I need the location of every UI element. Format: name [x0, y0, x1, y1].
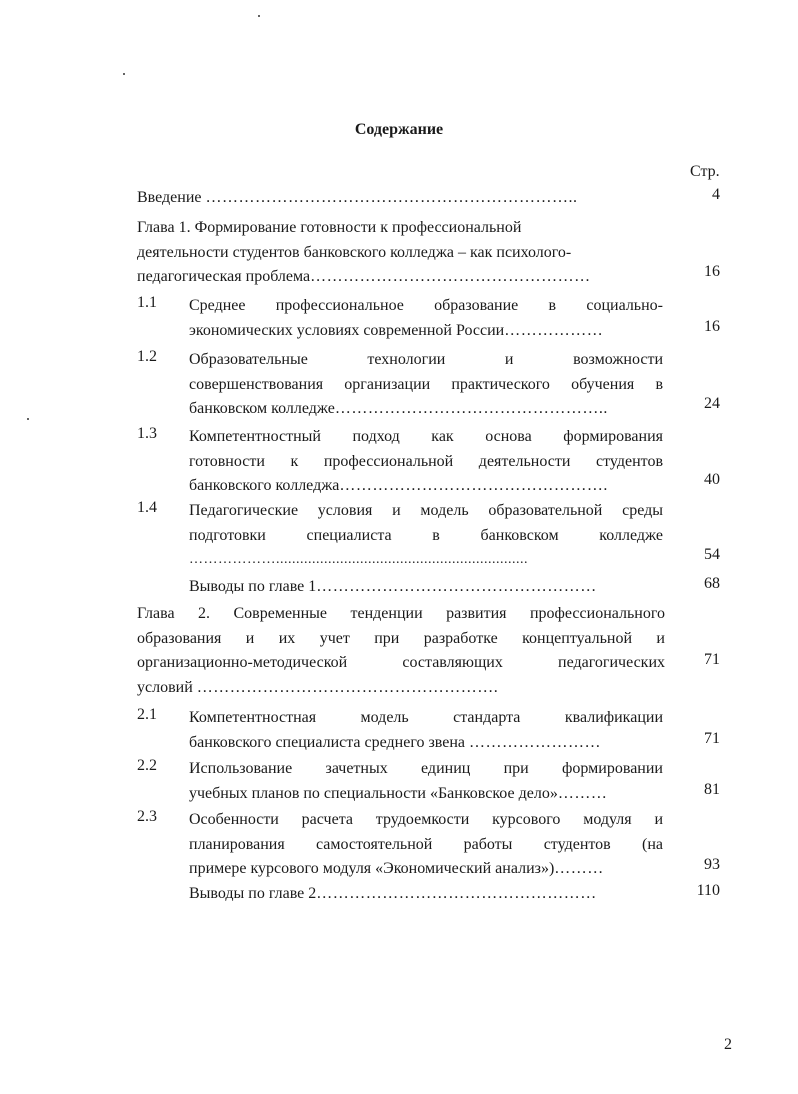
page-ref: 40	[704, 471, 720, 488]
leader-dots: ………	[554, 860, 604, 877]
leader-dots: ………	[557, 784, 608, 802]
entry-line: педагогическая проблема	[137, 268, 311, 285]
toc-entry-section-2-3[interactable]	[189, 808, 663, 882]
entry-line: банковского колледжа	[189, 477, 340, 494]
entry-line: Глава 2. Современные тенденции развития профессионального	[137, 605, 665, 622]
entry-line: Образовательные технологии и возможности	[189, 351, 663, 368]
entry-text: Выводы по главе 1	[189, 578, 317, 595]
entry-text: Выводы по главе 2	[189, 885, 317, 902]
section-number: 2.1	[137, 706, 157, 723]
toc-entry-section-2-2[interactable]	[189, 757, 663, 806]
leader-dots: ……………………………………………	[310, 268, 591, 285]
leader-dots: ……………………………………………	[316, 578, 597, 595]
page-column-label: Стр.	[690, 163, 720, 180]
entry-line: подготовки специалиста в банковском колледже	[189, 526, 663, 544]
entry-line: Особенности расчета трудоемкости курсового модуля и	[189, 811, 663, 828]
toc-entry-introduction[interactable]	[137, 186, 578, 211]
page-ref: 16	[704, 318, 720, 335]
entry-line: условий	[137, 678, 197, 696]
page-ref: 4	[712, 186, 720, 203]
scan-speck	[123, 73, 125, 75]
entry-line: готовности к профессиональной деятельности студентов	[189, 452, 663, 470]
entry-line: банковском колледже	[189, 400, 335, 417]
toc-entry-section-2-1[interactable]	[189, 706, 663, 755]
scan-speck	[258, 15, 260, 17]
entry-line: деятельности студентов банковского колледжа – как психолого-	[137, 243, 572, 261]
entry-line: совершенствования организации практического обучения в	[189, 375, 663, 393]
toc-entry-conclusions-2[interactable]	[189, 882, 597, 907]
section-number: 1.2	[137, 348, 157, 365]
entry-line: экономических условиях современной России	[189, 321, 505, 339]
leader-dots: ……………………………………………	[316, 885, 597, 902]
entry-line: образования и их учет при разработке концептуальной и	[137, 629, 665, 647]
entry-line: Глава 1. Формирование готовности к профессиональной	[137, 219, 522, 236]
leader-dots: ……………………	[469, 733, 602, 751]
entry-line: Компетентностная модель стандарта квалификации	[189, 709, 663, 726]
page-ref: 93	[704, 856, 720, 873]
page-ref: 71	[704, 651, 720, 668]
toc-entry-chapter-2[interactable]	[137, 602, 665, 700]
leader-dots: ……………………………………………….	[196, 678, 499, 696]
section-number: 1.3	[137, 425, 157, 442]
entry-line: Использование зачетных единиц при формировании	[189, 760, 663, 777]
leader-dots: ………………………………………….	[339, 477, 608, 494]
toc-entry-chapter-1[interactable]	[137, 216, 665, 290]
leader-dots: …………………………………………………………..	[205, 189, 578, 206]
section-number: 2.3	[137, 808, 157, 825]
page-number: 2	[724, 1036, 732, 1053]
page-ref: 110	[696, 882, 720, 899]
entry-text: Введение	[137, 189, 206, 206]
scan-speck	[27, 418, 29, 420]
section-number: 2.2	[137, 757, 157, 774]
entry-line: планирования самостоятельной работы студентов (на	[189, 835, 663, 853]
entry-line: Среднее профессиональное образование в социально-	[189, 297, 663, 314]
page-ref: 54	[704, 546, 720, 563]
leader-dots: ………………	[504, 321, 604, 339]
section-number: 1.1	[137, 294, 157, 311]
leader-dots: ………………...............................................................	[189, 552, 528, 567]
page-ref: 24	[704, 395, 720, 412]
entry-line: организационно-методической составляющих педагогических	[137, 654, 665, 671]
entry-line: Педагогические условия и модель образовательной среды	[189, 502, 663, 519]
page-ref: 71	[704, 730, 720, 747]
toc-entry-conclusions-1[interactable]	[189, 575, 597, 600]
section-number: 1.4	[137, 499, 157, 516]
toc-entry-section-1-2[interactable]	[189, 348, 663, 422]
entry-line: банковского специалиста среднего звена	[189, 733, 470, 751]
leader-dots: …………………………………………..	[334, 400, 608, 417]
entry-line: Компетентностный подход как основа формирования	[189, 428, 663, 445]
page-title: Содержание	[354, 121, 444, 138]
toc-entry-section-1-3[interactable]	[189, 425, 663, 499]
page-ref: 81	[704, 781, 720, 798]
page-ref: 68	[704, 575, 720, 592]
entry-line: примере курсового модуля «Экономический анализ»)	[189, 860, 555, 877]
toc-entry-section-1-1[interactable]	[189, 294, 663, 343]
entry-line: учебных планов по специальности «Банковское дело»	[189, 784, 558, 802]
toc-entry-section-1-4[interactable]	[189, 499, 663, 573]
page-ref: 16	[704, 263, 720, 280]
